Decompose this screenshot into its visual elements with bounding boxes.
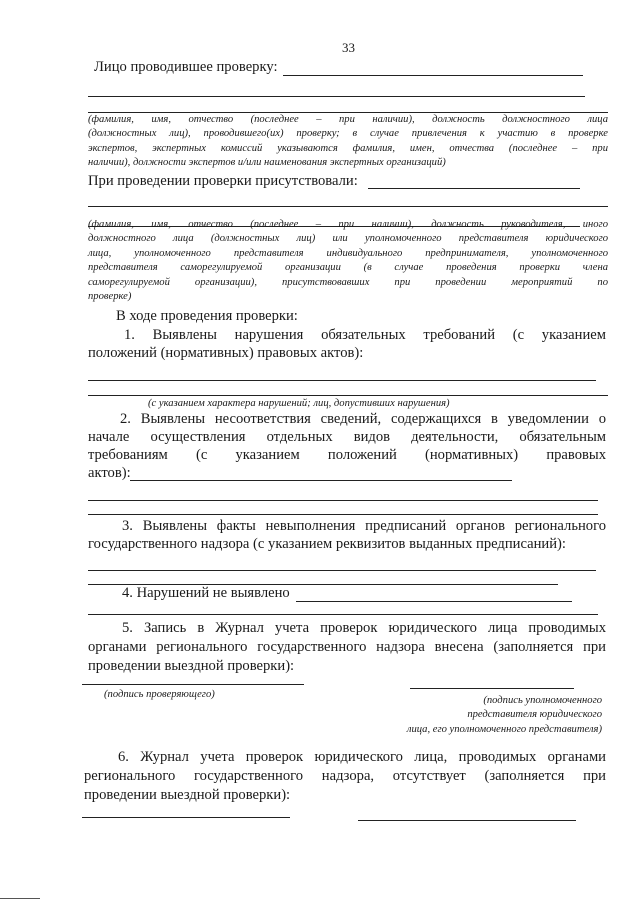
inspector-note-line: экспертов, экспертных комиссий указываются фамилия, имен, отчества (последнее – при	[88, 142, 608, 154]
signature-caption-rep-line: представителя юридического	[467, 709, 602, 721]
item2-line-a	[130, 480, 512, 481]
item3-line-2: государственного надзора (с указанием реквизитов выданных предписаний):	[88, 536, 566, 552]
item5-line-3: проведении выездной проверки):	[88, 658, 295, 674]
inspector-note-line: (должностных лиц), проводившего(их) проверку; в случае привлечения к участию в проверке	[88, 128, 608, 140]
item6-line-3: проведении выездной проверки):	[84, 787, 291, 803]
page-number: 33	[342, 40, 355, 55]
signature-caption-rep-line: (подпись уполномоченного	[483, 695, 602, 706]
present-note-line: проверке)	[88, 291, 132, 303]
signature-line-rep	[410, 688, 574, 689]
item2-line-4: актов):	[88, 465, 131, 481]
present-note-line: должностного лица (должностных лиц) или уполномоченного представителя юридического	[88, 233, 608, 245]
item4-line-a	[296, 601, 572, 602]
present-line-1	[368, 188, 580, 189]
present-note-line: представителя саморегулируемой организации (в случае проведения проверки члена	[88, 262, 608, 274]
signature-line-inspector	[82, 684, 304, 685]
inspector-note	[88, 113, 608, 171]
item4-text: 4. Нарушений не выявлено	[122, 585, 290, 601]
item1-note: (с указанием характера нарушений; лиц, допустивших нарушения)	[148, 398, 450, 409]
signature-caption-rep	[340, 694, 602, 737]
signature-caption-rep-line: лица, его уполномоченного представителя)	[406, 723, 602, 735]
present-note-line: (фамилия, имя, отчество (последнее – при наличии), должность руководителя, иного	[88, 219, 608, 230]
item2-line-1: 2. Выявлены несоответствия сведений, содержащихся в уведомлении о	[120, 411, 606, 427]
item6-line-2: регионального государственного надзора, отсутствует (заполняется при	[84, 768, 606, 784]
item2-line-b	[88, 500, 598, 501]
item1-line-a	[88, 380, 596, 381]
present-note	[88, 218, 608, 304]
present-line-2	[88, 206, 608, 207]
present-label: При проведении проверки присутствовали:	[88, 173, 358, 189]
inspector-line-2	[88, 96, 585, 97]
inspector-note-line: (фамилия, имя, отчество (последнее – при наличии), должность должностного лица	[88, 114, 608, 125]
course-heading: В ходе проведения проверки:	[116, 308, 298, 324]
inspector-line-1	[283, 75, 583, 76]
item6-line-b	[358, 820, 576, 821]
present-note-line: лица, уполномоченного представителя индивидуального предпринимателя, уполномоченного	[88, 247, 608, 259]
item3-line-1: 3. Выявлены факты невыполнения предписаний органов регионального	[122, 518, 606, 534]
present-note-line: саморегулируемой организации), присутствовавших при проведении мероприятий по	[88, 276, 608, 288]
signature-caption-inspector: (подпись проверяющего)	[104, 689, 215, 700]
item6-line-1: 6. Журнал учета проверок юридического лица, проводимых органами	[118, 749, 606, 765]
item1-line-b	[88, 395, 608, 396]
item3-line-a	[88, 570, 596, 571]
item5-line-1: 5. Запись в Журнал учета проверок юридического лица проводимых	[122, 620, 606, 636]
item4-line-b	[88, 614, 598, 615]
inspector-label: Лицо проводившее проверку:	[94, 59, 278, 75]
item1-line-2: положений (нормативных) правовых актов):	[88, 345, 364, 361]
item1-line-1: 1. Выявлены нарушения обязательных требований (с указанием	[124, 327, 606, 343]
item2-line-c	[88, 514, 598, 515]
item2-line-3: требованиям (с указанием положений (нормативных) правовых	[88, 447, 606, 463]
inspector-note-line: наличии), должности экспертов и/или наименования экспертных организаций)	[88, 157, 446, 169]
scan-edge-mark	[0, 898, 40, 899]
item6-line-a	[82, 817, 290, 818]
item2-line-2: начале осуществления отдельных видов деятельности, обязательным	[88, 429, 606, 445]
item5-line-2: органами регионального государственного надзора внесена (заполняется при	[88, 639, 606, 655]
